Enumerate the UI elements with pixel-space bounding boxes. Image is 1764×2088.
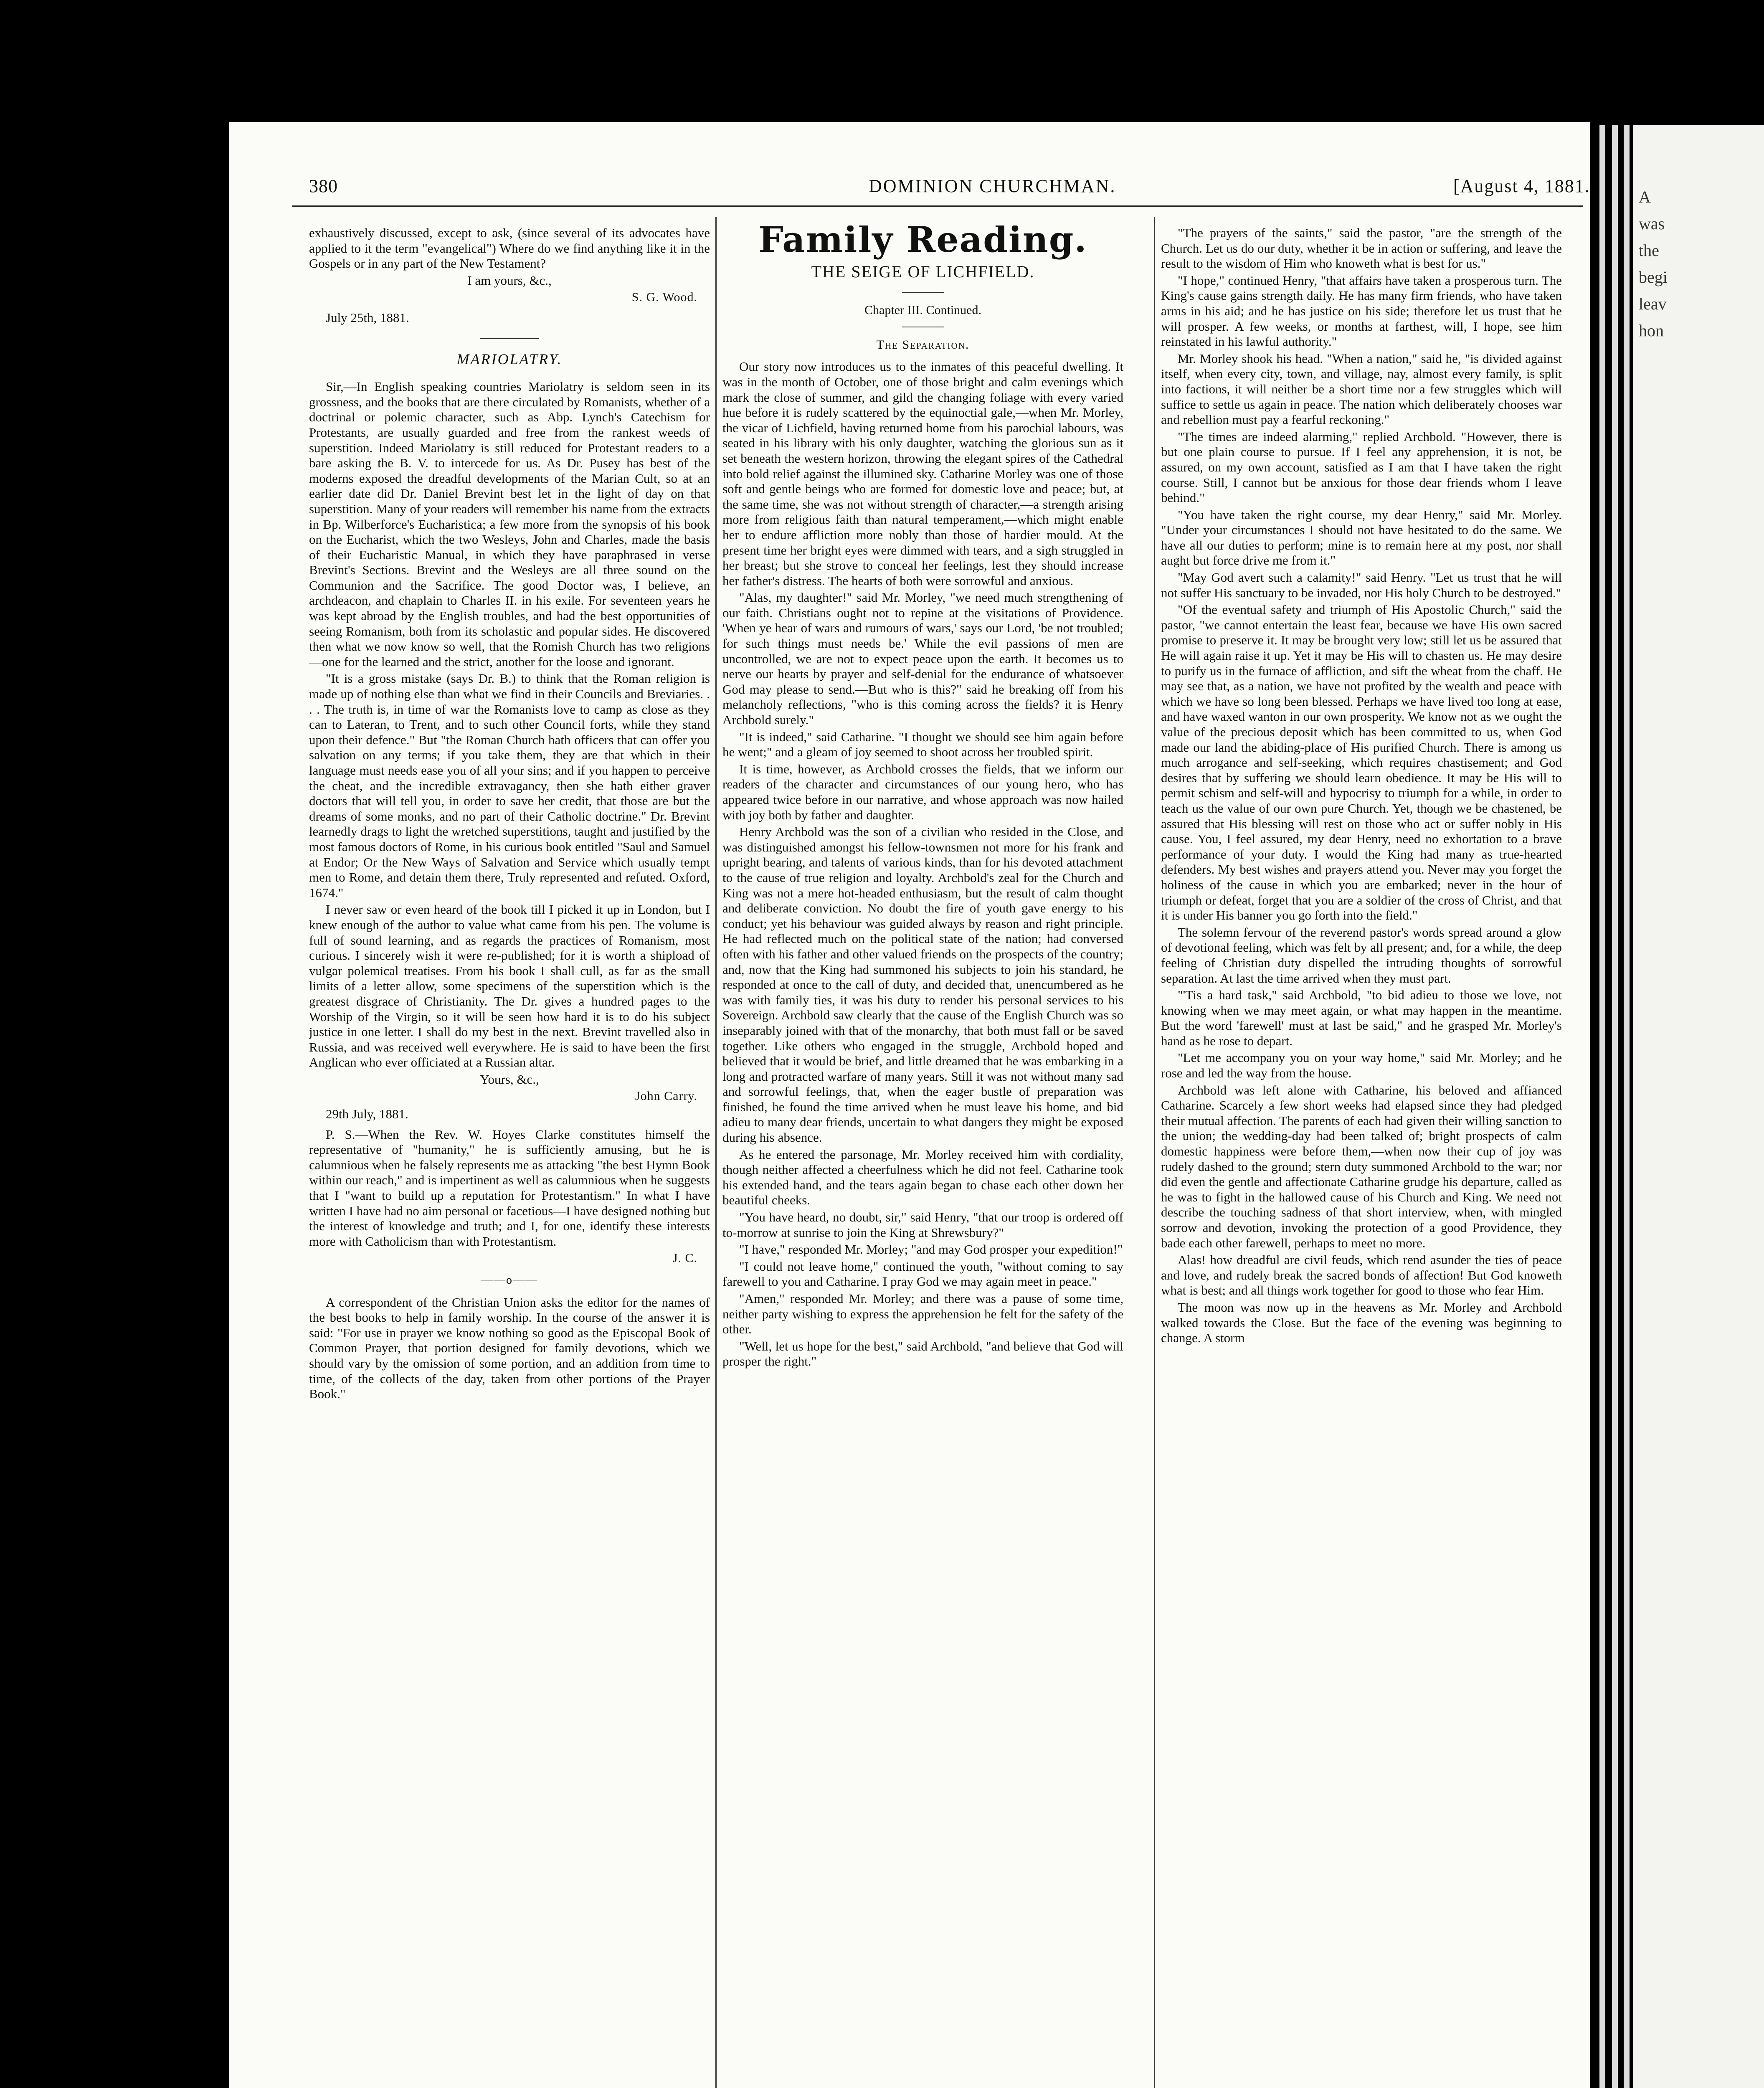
binding-gutter (1591, 125, 1633, 2088)
article-paragraph: I never saw or even heard of the book till I picked it up in London, but I knew enough of the author to value what came from his pen. The volume is full of sound learning, and as regards the practices of Romanism, most curious. I sincerely wish it were re-published; for it is worth a shipload of vulgar polemical treatises. From his book I shall cull, as far as the small limits of a letter allow, some specimens of the superstition which is the greatest disgrace of Christianity. The Dr. gives a hundred pages to the Worship of the Virgin, so it will be seen how hard it is to do his subject justice in one letter. I shall do my best in the next. Brevint travelled also in Russia, and was received well everywhere. He is said to have been the first Anglican who ever officiated at a Russian altar. (309, 902, 710, 1070)
story-paragraph: Alas! how dreadful are civil feuds, which rend asunder the ties of peace and love, and rudely break the sacred bonds of affection! But God knoweth what is best; and all things work together for good to those who fear Him. (1161, 1252, 1562, 1298)
postscript: P. S.—When the Rev. W. Hoyes Clarke constitutes himself the representative of "humanity," he is sufficiently amusing, but he is calumnious when he falsely represents me as attacking "the best Hymn Book within our reach," and is impertinent as well as calumnious when he suggests that I "want to build up a reputation for Protestantism." In what I have written I have had no aim personal or facetious—I have designed nothing but the interest of knowledge and truth; and I, for one, identify these interests more with Catholicism than with Protestantism. (309, 1127, 710, 1249)
story-title: THE SEIGE OF LICHFIELD. (811, 262, 1035, 281)
letter-signature: S. G. Wood. (631, 290, 697, 304)
story-paragraph: The moon was now up in the heavens as Mr. Morley and Archbold walked towards the Close. But the face of the evening was beginning to change. A storm (1161, 1300, 1562, 1346)
letter-closing: I am yours, &c., (467, 273, 552, 288)
neighbor-page-text: A was the begi leav hon (1639, 188, 1668, 340)
neighbor-page-edge (1633, 125, 1764, 2088)
subsection-heading: The Separation. (876, 337, 970, 352)
story-paragraph: Mr. Morley shook his head. "When a nation," said he, "is divided against itself, when every city, town, and village, nay, almost every family, is split into factions, it will neither be a short time nor a few struggles which will suffice to settle us again in peace. The nation which deliberately chooses war and rebellion must pay a fearful reckoning." (1161, 351, 1562, 427)
story-paragraph: Henry Archbold was the son of a civilian who resided in the Close, and was distinguished amongst his fellow-townsmen not more for his frank and upright bearing, and talents of various kinds, than for his devoted attachment to the cause of true religion and loyalty. Archbold's zeal for the Church and King was not a mere hot-headed enthusiasm, but the result of calm thought and deliberate conviction. No doubt the fire of youth gave energy to his conduct; yet his behaviour was guided always by reason and right principle. He had reflected much on the political state of the nation; had conversed often with his father and other valued friends on the prospects of the country; and, now that the King had summoned his subjects to join his standard, he responded at once to the call of duty, and decided that, unencumbered as he was with family ties, it was his duty to render his personal services to his Sovereign. Archbold saw clearly that the cause of the English Church was so inseparably joined with that of the monarchy, that both must fall or be saved together. Like others who engaged in the struggle, Archbold hoped and believed that it would be brief, and little dreamed that he was embarking in a long and protracted warfare of many years. Still it was not without many sad and sorrowful feelings, that, when the eager bustle of preparation was finished, he found the time arrived when he must leave his home, and bid adieu to many dear friends, uncertain to what dangers they might be exposed during his absence. (722, 824, 1123, 1145)
story-paragraph: "The times are indeed alarming," replied Archbold. "However, there is but one plain course to pursue. If I feel any apprehension, it is not, be assured, on my own account, satisfied as I am that I have taken the right course. Still, I cannot but be anxious for those dear friends whom I leave behind." (1161, 429, 1562, 505)
section-divider: ——o—— (481, 1274, 538, 1287)
story-paragraph: "You have taken the right course, my dear Henry," said Mr. Morley. "Under your circumstances I should not have hesitated to do the same. We have all our duties to perform; mine is to remain here at my post, nor shall aught but force drive me from it." (1161, 507, 1562, 568)
postscript-initials: J. C. (672, 1251, 697, 1265)
page-number: 380 (309, 176, 338, 196)
gutter-stripe (1612, 125, 1618, 2088)
separator-rule (902, 292, 944, 293)
letter-date: 29th July, 1881. (326, 1107, 408, 1122)
section-title: Family Reading. (758, 226, 1087, 260)
story-paragraph: "Well, let us hope for the best," said Archbold, "and believe that God will prosper the right." (722, 1338, 1123, 1369)
story-paragraph: "Amen," responded Mr. Morley; and there was a pause of some time, neither party wishing to express the apprehension he felt for the safety of the other. (722, 1291, 1123, 1337)
story-paragraph: Archbold was left alone with Catharine, his beloved and affianced Catharine. Scarcely a few short weeks had elapsed since they had pledged their mutual affection. The parents of each had given their willing sanction to the union; the wedding-day had been talked of; bright prospects of calm domestic happiness were before them,—when now their cup of joy was rudely dashed to the ground; stern duty summoned Archbold to the war; nor did even the gentle and affectionate Catharine grudge his departure, called as he was to fight in the hallowed cause of his Church and King. We need not describe the touching sadness of that short interview, when, with mingled sorrow and devotion, invoking the protection of a good Providence, they bade each other farewell, perhaps to meet no more. (1161, 1082, 1562, 1250)
article-paragraph: "It is a gross mistake (says Dr. B.) to think that the Roman religion is made up of nothing else than what we find in their Councils and Breviaries. . . . The truth is, in time of war the Romanists love to camp as close as they can to Lateran, to Trent, and to such other Council forts, while they stand upon their defence." But "the Roman Church hath officers that can offer you salvation on any terms; if you take them, they are that which in their language must needs ease you of all your sins; and if you happen to perceive the cheat, and the incredible extravagancy, then she hath either graver doctors that will tell you, in order to save her credit, that those are but the dreams of some monks, and no part of their Catholic doctrine." Dr. Brevint learnedly drags to light the wretched superstitions, taught and justified by the most famous doctors of Rome, in his curious book entitled "Saul and Samuel at Endor; Or the New Ways of Salvation and Service which usually tempt men to Rome, and detain them there, Truly represented and refuted. Oxford, 1674." (309, 671, 710, 900)
article-title: MARIOLATRY. (456, 350, 563, 367)
column-divider (715, 217, 717, 2088)
column-2 (722, 226, 1123, 2088)
story-paragraph: "I have," responded Mr. Morley; "and may God prosper your expedition!" (739, 1242, 1123, 1257)
column-3 (1161, 226, 1562, 2088)
story-paragraph: "I hope," continued Henry, "that affairs have taken a prosperous turn. The King's cause gains strength daily. He has many firm friends, who have taken arms in his aid; and he has justice on his side; therefore let us trust that he will prosper. A few weeks, or months at farthest, will, I hope, see him reinstated in his lawful authority." (1161, 273, 1562, 349)
publication-title: DOMINION CHURCHMAN. (869, 176, 1116, 196)
letter-date: July 25th, 1881. (326, 310, 409, 325)
letter-signature: John Carry. (635, 1089, 697, 1103)
story-paragraph: "Let me accompany you on your way home," said Mr. Morley; and he rose and led the way from the house. (1161, 1050, 1562, 1081)
letter-continuation: exhaustively discussed, except to ask, (since several of its advocates have applied to it the term "evangelical") Where do we find anything like it in the Gospels or in any part of the New Testament? (309, 226, 710, 271)
article-paragraph: Sir,—In English speaking countries Mariolatry is seldom seen in its grossness, and the books that are there circulated by Romanists, whether of a doctrinal or polemic character, such as Abp. Lynch's Catechism for Protestants, are usually guarded and free from the rankest weeds of superstition. Indeed Mariolatry is still reduced for Protestant readers to a bare asking the B. V. to intercede for us. As Dr. Pusey has best of the moderns exposed the dreadful developments of the Marian Cult, so at an earlier date did Dr. Daniel Brevint best let in the light of day on that superstition. Many of your readers will remember his name from the extracts in Bp. Wilberforce's Eucharistica; a few more from the synopsis of his book on the Eucharist, which the two Wesleys, John and Charles, made the basis of their Eucharistic Manual, in which they have paraphrased in verse Brevint's Sections. Brevint and the Wesleys are all three sound on the Communion and the Sacrifice. The good Doctor was, I believe, an archdeacon, and chaplain to Charles II. in his exile. For seventeen years he was kept abroad by the English troubles, and had the best opportunities of seeing Romanism, both from its scholastic and popular sides. He discovered then what we now know so well, that the Romish Church has two religions—one for the learned and the strict, another for the loose and ignorant. (309, 379, 710, 669)
separator-rule (480, 338, 539, 339)
story-paragraph: It is time, however, as Archbold crosses the fields, that we inform our readers of the character and circumstances of our young hero, who has appeared twice before in our narrative, and whose approach was now hailed with joy both by father and daughter. (722, 761, 1123, 822)
story-paragraph: "The prayers of the saints," said the pastor, "are the strength of the Church. Let us do our duty, whether it be in action or suffering, and leave the result to the wisdom of Him who knoweth what is best for us." (1161, 226, 1562, 271)
letter-closing: Yours, &c., (480, 1072, 539, 1087)
story-paragraph: Our story now introduces us to the inmates of this peaceful dwelling. It was in the month of October, one of those bright and calm evenings which mark the close of summer, and gild the changing foliage with every varied hue before it is rudely scattered by the equinoctial gale,—when Mr. Morley, the vicar of Lichfield, having returned home from his parochial labours, was seated in his library with his only daughter, watching the glorious sun as it set beneath the western horizon, throwing the elegant spires of the Cathedral into bold relief against the illumined sky. Catharine Morley was one of those soft and gentle beings who are formed for domestic love and peace; but, at the same time, she was not without strength of character,—a strength arising more from religious faith than natural temperament,—which might enable her to endure affliction more nobly than those of hardier mould. At the present time her bright eyes were dimmed with tears, and a sigh struggled in her breast; but she strove to conceal her feelings, lest they should increase her father's distress. The hearts of both were sorrowful and anxious. (722, 359, 1123, 588)
issue-date: [August 4, 1881. (1453, 176, 1590, 196)
column-1 (309, 226, 710, 2088)
story-paragraph: "Alas, my daughter!" said Mr. Morley, "we need much strengthening of our faith. Christians ought not to repine at the visitations of Providence. 'When ye hear of wars and rumours of wars,' says our Lord, 'be not troubled; for such things must needs be.' While the evil passions of men are uncontrolled, we are not to expect peace upon the earth. It becomes us to nerve our hearts by prayer and self-denial for the endurance of whatsoever God may please to send.—But who is this?" said he breaking off from his melancholy reflections, "who is this coming across the fields? it is Henry Archbold surely." (722, 590, 1123, 727)
story-paragraph: "It is indeed," said Catharine. "I thought we should see him again before he went;" and a gleam of joy seemed to shoot across her troubled spirit. (722, 729, 1123, 760)
gutter-stripe (1624, 125, 1630, 2088)
column-divider (1154, 217, 1155, 2088)
story-paragraph: "May God avert such a calamity!" said Henry. "Let us trust that he will not suffer His sanctuary to be invaded, nor His holy Church to be destroyed." (1161, 570, 1562, 600)
gutter-stripe (1599, 125, 1605, 2088)
header-rule (292, 205, 1583, 207)
page-header (309, 175, 1654, 200)
story-paragraph: "'Tis a hard task," said Archbold, "to bid adieu to those we love, not knowing when we may meet again, or what may happen in the meantime. But the word 'farewell' must at last be said," and he grasped Mr. Morley's hand as he rose to depart. (1161, 988, 1562, 1048)
chapter-heading: Chapter III. Continued. (864, 303, 981, 317)
story-paragraph: "Of the eventual safety and triumph of His Apostolic Church," said the pastor, "we cannot entertain the least fear, because we have His own sacred promise to preserve it. It may be brought very low; still let us be assured that He will again raise it up. Yet it may be His will to chasten us. He may desire to purify us in the furnace of affliction, and sift the wheat from the chaff. He may see that, as a nation, we have not profited by the wealth and peace with which we have so long been blessed. Perhaps we have lived too long at ease, and have waxed wanton in our own prosperity. We know not as we ought the value of the precious deposit which has been committed to us, when God made our land the abiding-place of His purified Church. There is among us much arrogance and self-seeking, which requires chastisement; and God desires that by suffering we should learn obedience. It may be His will to permit schism and self-will and hypocrisy to triumph for a while, in order to teach us the value of our own pure Church. Yet, though we be chastened, be assured that His blessing will rest on those who act or suffer nobly in His cause. You, I feel assured, my dear Henry, need no exhortation to a brave performance of your duty. I would the King had many as true-hearted defenders. My best wishes and prayers attend you. Never may you forget the holiness of the cause in which you are embarked; never in the hour of triumph or defeat, forget that you are a soldier of the cross of Christ, and that it is under His banner you go forth into the field." (1161, 602, 1562, 923)
story-paragraph: "You have heard, no doubt, sir," said Henry, "that our troop is ordered off to-morrow at sunrise to join the King at Shrewsbury?" (722, 1210, 1123, 1240)
story-paragraph: The solemn fervour of the reverend pastor's words spread around a glow of devotional feeling, which was felt by all present; and, for a while, the deep feeling of Christian duty dispelled the intruding thoughts of sorrowful separation. At last the time arrived when they must part. (1161, 925, 1562, 986)
correspondent-note: A correspondent of the Christian Union asks the editor for the names of the best books to help in family worship. In the course of the answer it is said: "For use in prayer we know nothing so good as the Episcopal Book of Common Prayer, that portion designed for family devotions, which we should vary by the omission of some portion, and an addition from time to time, of the collects of the day, taken from other portions of the Prayer Book." (309, 1295, 710, 1401)
story-paragraph: As he entered the parsonage, Mr. Morley received him with cordiality, though neither affected a cheerfulness which he did not feel. Catharine took his extended hand, and the tears again began to chase each other down her beautiful cheeks. (722, 1147, 1123, 1208)
story-paragraph: "I could not leave home," continued the youth, "without coming to say farewell to you and Catharine. I pray God we may again meet in peace." (722, 1259, 1123, 1289)
